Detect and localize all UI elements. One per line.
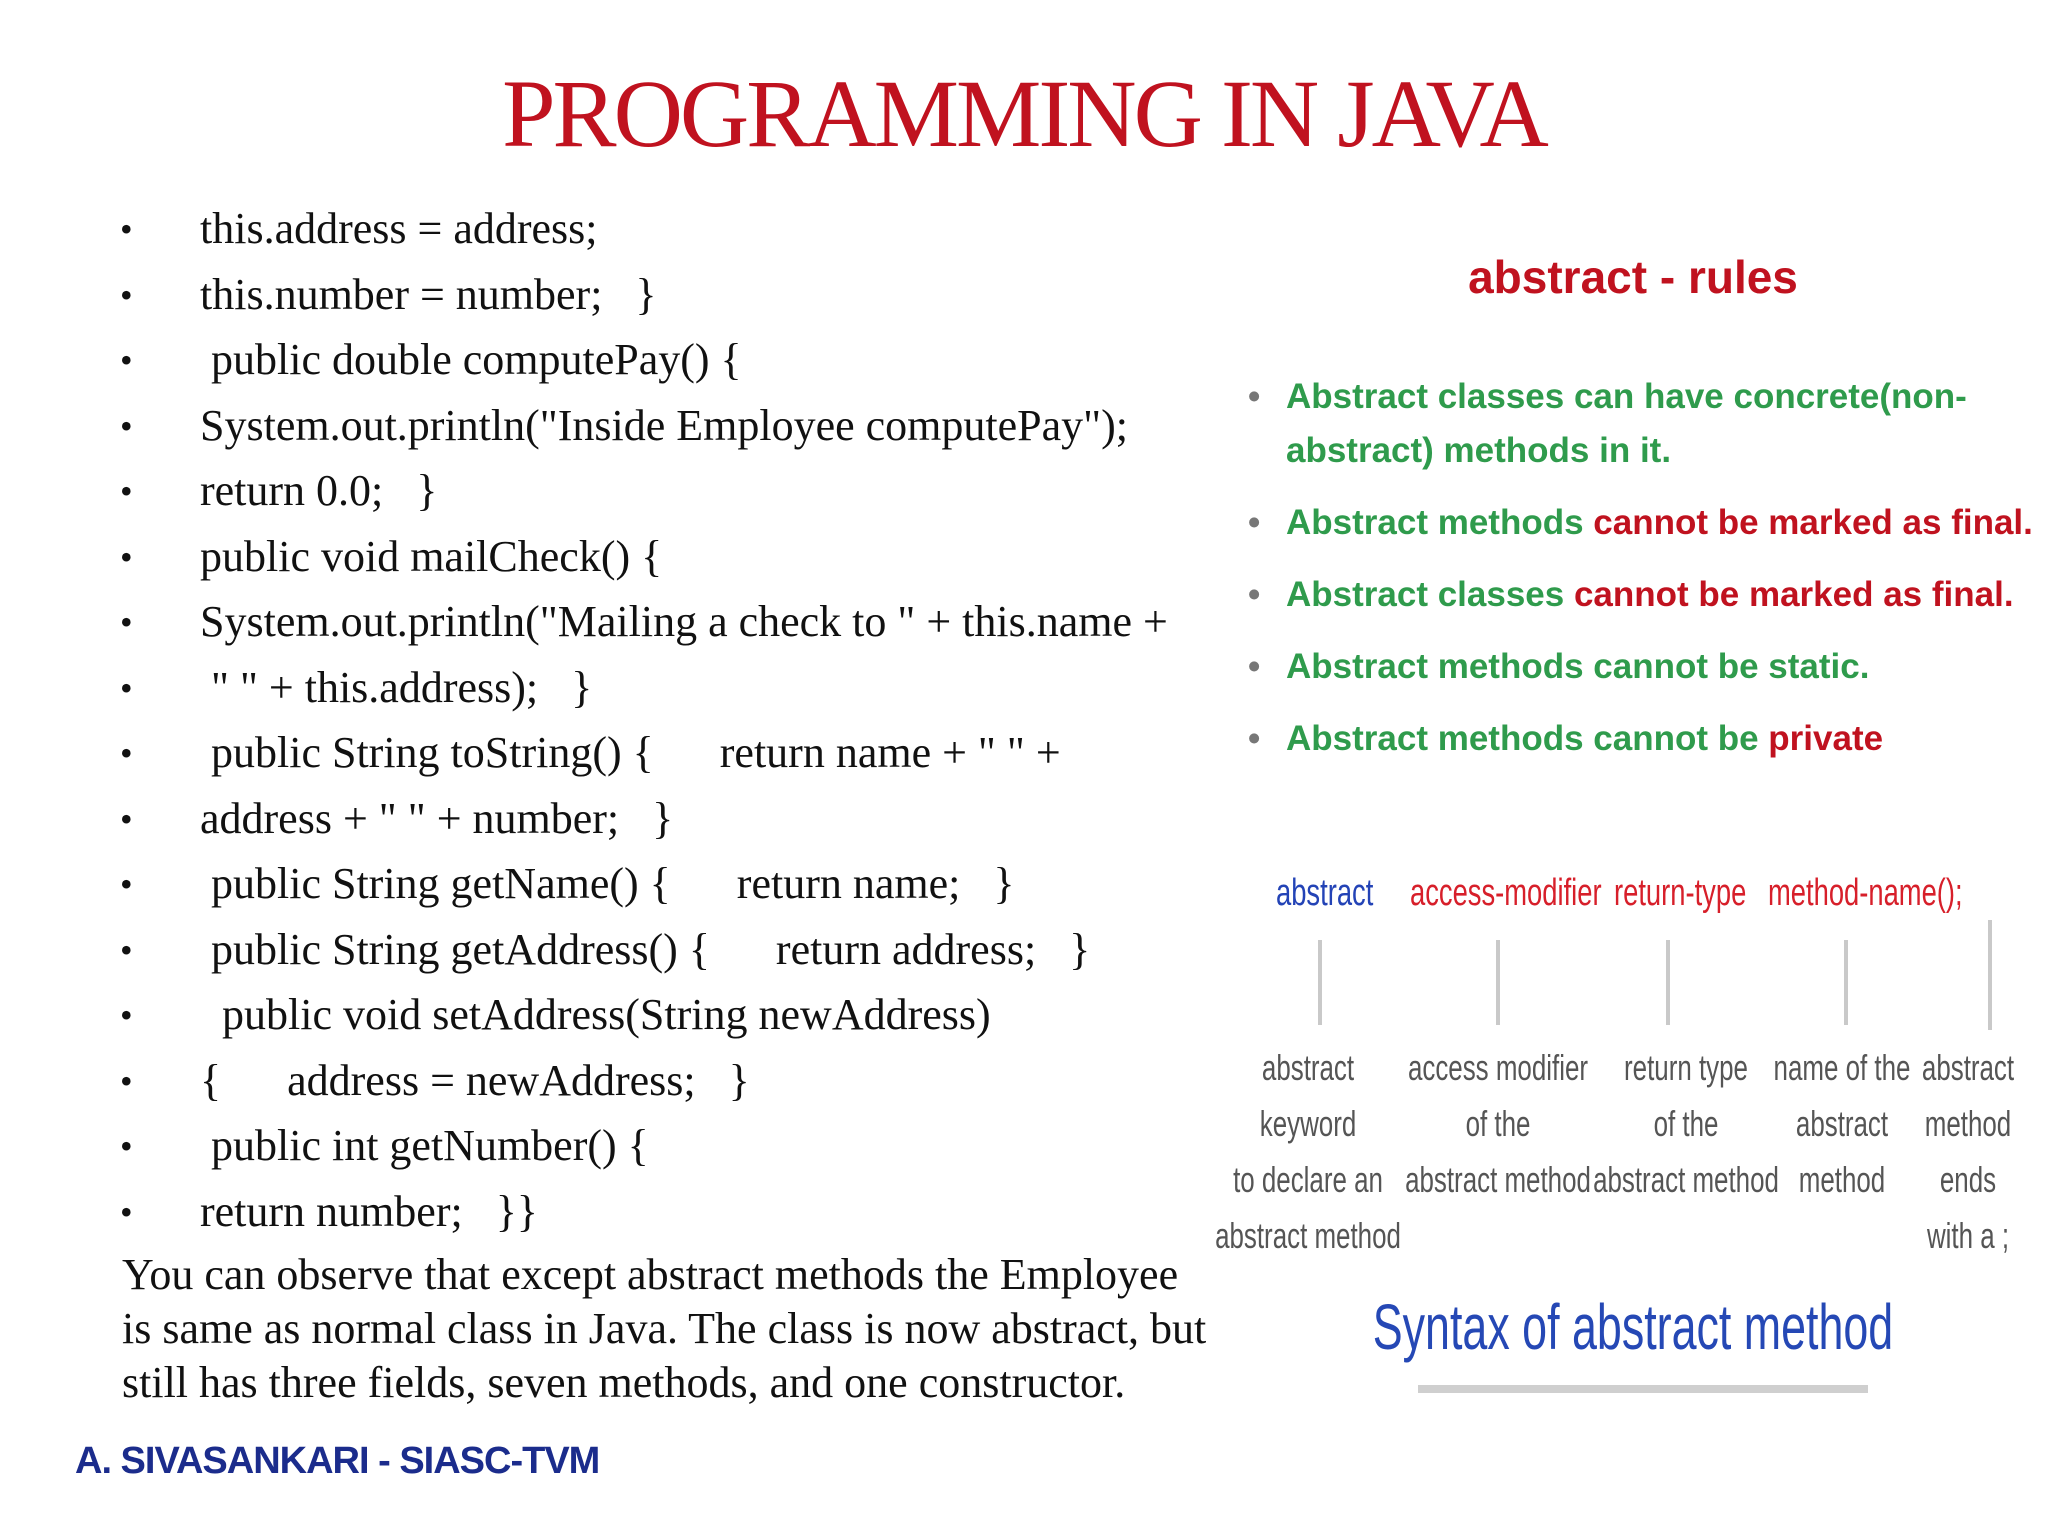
rule-item: • Abstract methods cannot be static. bbox=[1248, 640, 2048, 694]
connector-line bbox=[1844, 940, 1848, 1025]
connector-line bbox=[1988, 920, 1992, 1030]
code-line: • public String getAddress() { return address; } bbox=[120, 921, 1210, 987]
code-line: • this.address = address; bbox=[120, 200, 1210, 266]
code-line: • public String toString() { return name + " " + bbox=[120, 724, 1210, 790]
rule-item: • Abstract classes can have concrete(non-abstract) methods in it. bbox=[1248, 370, 2048, 478]
paragraph-line: still has three fields, seven methods, and one constructor. bbox=[122, 1358, 1126, 1407]
rules-title: abstract - rules bbox=[1468, 251, 1798, 303]
rule-item: • Abstract methods cannot be private bbox=[1248, 712, 2048, 766]
connector-line bbox=[1666, 940, 1670, 1025]
code-line: • public int getNumber() { bbox=[120, 1117, 1210, 1183]
syntax-description: name of the abstract method bbox=[1773, 1047, 1911, 1200]
syntax-description: abstract method ends with a ; bbox=[1921, 1047, 2015, 1256]
syntax-keyword-access-modifier: access-modifier bbox=[1410, 872, 1602, 914]
connector-line bbox=[1318, 940, 1322, 1025]
paragraph-line: is same as normal class in Java. The class is now abstract, but bbox=[122, 1304, 1207, 1353]
rule-item: • Abstract methods cannot be marked as final. bbox=[1248, 496, 2048, 550]
code-line: • public void setAddress(String newAddress) bbox=[120, 986, 1210, 1052]
rule-item: • Abstract classes cannot be marked as final. bbox=[1248, 568, 2048, 622]
paragraph-line: You can observe that except abstract methods the Employee bbox=[122, 1250, 1179, 1299]
syntax-keyword-return-type: return-type bbox=[1614, 872, 1747, 914]
connector-line bbox=[1496, 940, 1500, 1025]
syntax-description: access modifier of the abstract method bbox=[1405, 1047, 1591, 1200]
code-line: • return number; }} bbox=[120, 1183, 1210, 1249]
code-line: • address + " " + number; } bbox=[120, 790, 1210, 856]
slide-title: PROGRAMMING IN JAVA bbox=[502, 60, 1546, 167]
syntax-description: return type of the abstract method bbox=[1593, 1047, 1779, 1200]
code-line: • public String getName() { return name; } bbox=[120, 855, 1210, 921]
summary-paragraph bbox=[122, 1248, 1207, 1410]
syntax-title-underline bbox=[1418, 1385, 1868, 1393]
code-line: • " " + this.address); } bbox=[120, 659, 1210, 725]
author-footer: A. SIVASANKARI - SIASC-TVM bbox=[75, 1440, 600, 1482]
code-bullet-list bbox=[120, 200, 1210, 1248]
code-line: • this.number = number; } bbox=[120, 266, 1210, 332]
syntax-keyword-method-name: method-name(); bbox=[1768, 872, 1963, 914]
syntax-diagram bbox=[1215, 860, 2048, 1256]
code-line: • System.out.println("Mailing a check to " + this.name + bbox=[120, 593, 1210, 659]
code-line: • public double computePay() { bbox=[120, 331, 1210, 397]
code-line: • { address = newAddress; } bbox=[120, 1052, 1210, 1118]
syntax-title: Syntax of abstract method bbox=[1372, 1291, 1894, 1363]
syntax-description: abstract keyword to declare an abstract method bbox=[1215, 1047, 1401, 1256]
syntax-keyword-abstract: abstract bbox=[1276, 872, 1374, 914]
code-line: • System.out.println("Inside Employee computePay"); bbox=[120, 397, 1210, 463]
code-line: • return 0.0; } bbox=[120, 462, 1210, 528]
rules-list bbox=[1248, 370, 2048, 784]
code-line: • public void mailCheck() { bbox=[120, 528, 1210, 594]
abstract-rules-image bbox=[1215, 190, 2048, 1490]
